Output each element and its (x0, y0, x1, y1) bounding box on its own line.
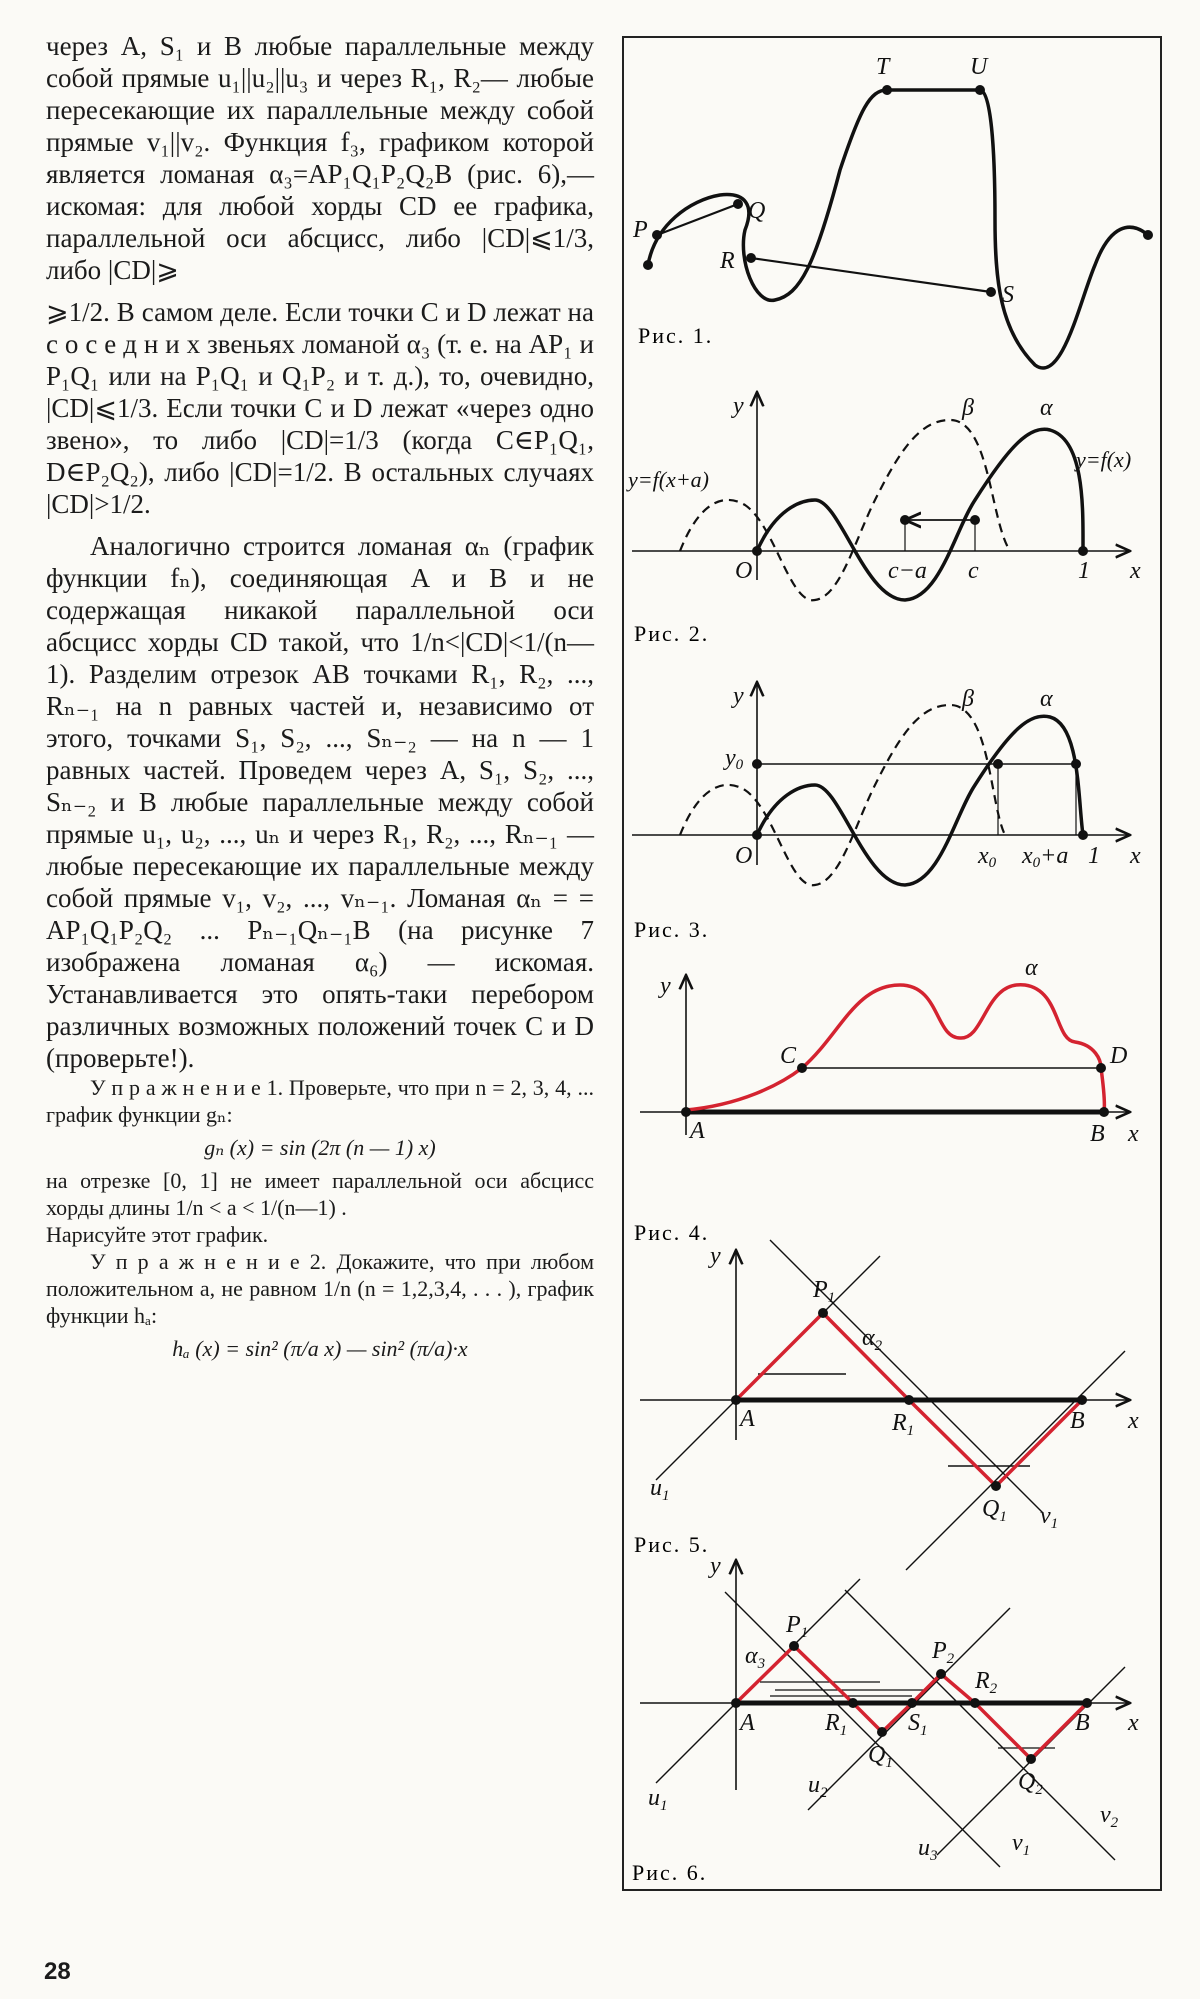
fig3-curve-beta (680, 705, 1005, 885)
fig2-label-alpha: α (1040, 395, 1053, 421)
exercise-1-task: Нарисуйте этот график. (46, 1222, 269, 1247)
fig3-label-x: x (1130, 843, 1141, 869)
fig3-points (752, 759, 1088, 840)
fig3-label-alpha: α (1040, 686, 1053, 712)
fig2-label-1: 1 (1078, 558, 1090, 584)
fig3-label-y: y (733, 683, 744, 709)
fig3-label-1: 1 (1088, 843, 1100, 869)
fig1-label-T: T (876, 54, 890, 80)
exercise-2: У п р а ж н е н и е 2. Докажите, что при любом положительном a, не равном 1/n (n = 1,2,3,4, . . . ), график функции hₐ: (46, 1249, 594, 1328)
fig2-label-shifted-fn: y=f(x+a) (628, 467, 709, 492)
fig3-label-O: O (735, 843, 753, 869)
fig4-label-x: x (1128, 1121, 1139, 1147)
fig4-label-C: C (780, 1043, 797, 1069)
fig4-caption: Рис. 4. (634, 1220, 710, 1245)
fig6-label-P1: $P_1$ (786, 1612, 809, 1641)
figure-4 (640, 975, 1130, 1135)
fig5-label-x: x (1128, 1408, 1139, 1434)
figure-6 (640, 1560, 1130, 1867)
exercise-1-condition: на отрезке [0, 1] не имеет параллельной оси абсцисс хорды длины 1/n < a < 1/(n—1) . (46, 1168, 594, 1220)
fig2-label-c-a: c−a (888, 558, 927, 584)
fig2-points (752, 515, 1088, 556)
fig6-label-Q2: $Q_2$ (1018, 1769, 1043, 1798)
fig6-line-v1 (725, 1592, 1000, 1867)
fig3-label-y0: y0 (725, 745, 744, 773)
paragraph-2: Аналогично строится ломаная αₙ (график функции fₙ), соединяющая A и B и не содержащая никакой параллельной оси абсцисс хорды CD такой, что 1/n<|CD|<1/(n—1). Разделим отрезок AB точками R₁, R₂, ..., Rₙ₋₁ на n равных частей и, независимо от этого, точками S₁, S₂, ..., Sₙ₋₂ — на n — 1 равных частей. Проведем через A, S₁, S₂, ..., Sₙ₋₂ и B любые параллельные между собой прямые u₁, u₂, ..., uₙ и через R₁, R₂, ..., Rₙ₋₁ — любые пересекающие их параллельные между собой прямые v₁, v₂, ..., vₙ₋₁. Ломаная αₙ = = AP₁Q₁P₂Q₂ ... Pₙ₋₁Qₙ₋₁B (на рисунке 7 изображена ломаная α₆) — искомая. Устанавливается это опять-таки перебором различных возможных положений точек C и D (проверьте!). (46, 531, 594, 1073)
fig5-line-v1 (770, 1240, 1043, 1513)
fig3-caption: Рис. 3. (634, 917, 710, 942)
fig4-label-D: D (1110, 1043, 1128, 1069)
fig6-caption: Рис. 6. (632, 1860, 708, 1885)
fig5-label-P1: $P_1$ (813, 1277, 836, 1306)
fig6-label-x: x (1128, 1710, 1139, 1736)
fig4-label-A: A (690, 1118, 705, 1144)
fig6-label-alpha3: $\alpha_3$ (745, 1643, 766, 1672)
fig1-chord-PQ (657, 204, 738, 235)
fig5-label-v1: $v_1$ (1040, 1503, 1059, 1532)
fig6-label-A: A (740, 1710, 755, 1736)
fig3-label-beta: β (962, 686, 974, 712)
fig6-label-S1: $S_1$ (908, 1710, 928, 1739)
fig1-chord-RS (751, 258, 991, 292)
fig6-label-u2: $u_2$ (808, 1772, 828, 1801)
paragraph-1: через A, S₁ и B любые параллельные между собой прямые u₁||u₂||u₃ и через R₁, R₂— любые пересекающие их параллельные между собой прямые v₁||v₂. Функция f₃, графиком которой является ломаная α₃=AP₁Q₁P₂Q₂B (рис. 6),— искомая: для любой хорды CD ее графика, параллельной оси абсцисс, либо |CD|⩽1/3, либо |CD|⩾ (46, 31, 594, 285)
fig4-points (681, 1063, 1109, 1117)
fig2-label-beta: β (962, 395, 974, 421)
fig4-curve-alpha (686, 985, 1104, 1112)
fig1-label-P: P (633, 217, 648, 243)
fig2-curve-beta (680, 420, 1010, 600)
exercise-1-formula: gₙ (x) = sin (2π (n — 1) x) (204, 1135, 436, 1160)
fig6-label-y: y (710, 1553, 721, 1579)
fig4-label-B: B (1090, 1121, 1105, 1147)
fig5-label-A: A (740, 1406, 755, 1432)
fig2-label-x: x (1130, 558, 1141, 584)
fig6-label-v2: $v_2$ (1100, 1802, 1119, 1831)
fig5-line-u2 (906, 1351, 1125, 1570)
fig1-curve (648, 90, 1148, 368)
fig6-label-R2: $R_2$ (975, 1668, 998, 1697)
fig5-label-y: y (710, 1243, 721, 1269)
fig5-label-Q1: $Q_1$ (982, 1496, 1007, 1525)
fig3-label-x0a: x0+a (1022, 843, 1069, 871)
fig4-label-alpha: α (1025, 955, 1038, 981)
fig1-caption: Рис. 1. (638, 323, 714, 348)
fig6-label-v1: $v_1$ (1012, 1830, 1031, 1859)
fig1-label-Q: Q (748, 198, 766, 224)
fig3-label-x0: x0 (978, 843, 997, 871)
paragraph-1b: ⩾1/2. В самом деле. Если точки C и D лежат на с о с е д н и х звеньях ломаной α₃ (т. е. на AP₁ и P₁Q₁ или на P₁Q₁ и Q₁P₂ и т. д.), то, очевидно, |CD|⩽1/3. Если точки C и D лежат «через одно звено», то либо |CD|=1/3 (когда C∈P₁Q₁, D∈P₂Q₂), либо |CD|=1/2. В остальных случаях |CD|>1/2. (46, 297, 594, 519)
figure-2 (632, 392, 1130, 600)
fig6-label-B: B (1075, 1710, 1090, 1736)
fig1-label-S: S (1002, 282, 1014, 308)
fig5-label-alpha2: $\alpha_2$ (862, 1325, 883, 1354)
fig6-label-u3: $u_3$ (918, 1835, 938, 1864)
fig5-label-u1: $u_1$ (650, 1475, 670, 1504)
fig2-label-fn: y=f(x) (1076, 447, 1132, 472)
fig2-label-c: c (968, 558, 979, 584)
fig5-label-B: B (1070, 1408, 1085, 1434)
fig6-label-P2: $P_2$ (932, 1638, 955, 1667)
fig5-caption: Рис. 5. (634, 1532, 710, 1557)
fig6-label-Q1: $Q_1$ (868, 1742, 893, 1771)
exercise-1: У п р а ж н е н и е 1. Проверьте, что при n = 2, 3, 4, ... график функции gₙ: (46, 1075, 594, 1127)
fig2-label-O: O (735, 558, 753, 584)
fig2-label-y: y (733, 393, 744, 419)
page-number: 28 (44, 1958, 71, 1985)
fig4-label-y: y (660, 973, 671, 999)
fig6-label-R1: $R_1$ (825, 1710, 848, 1739)
fig1-label-R: R (720, 248, 735, 274)
fig1-label-U: U (970, 54, 988, 80)
fig6-label-u1: $u_1$ (648, 1785, 668, 1814)
figure-1 (648, 90, 1148, 368)
fig5-label-R1: $R_1$ (892, 1410, 915, 1439)
fig2-caption: Рис. 2. (634, 621, 710, 646)
exercise-2-formula: hₐ (x) = sin² (π/a x) — sin² (π/a)·x (172, 1336, 468, 1361)
